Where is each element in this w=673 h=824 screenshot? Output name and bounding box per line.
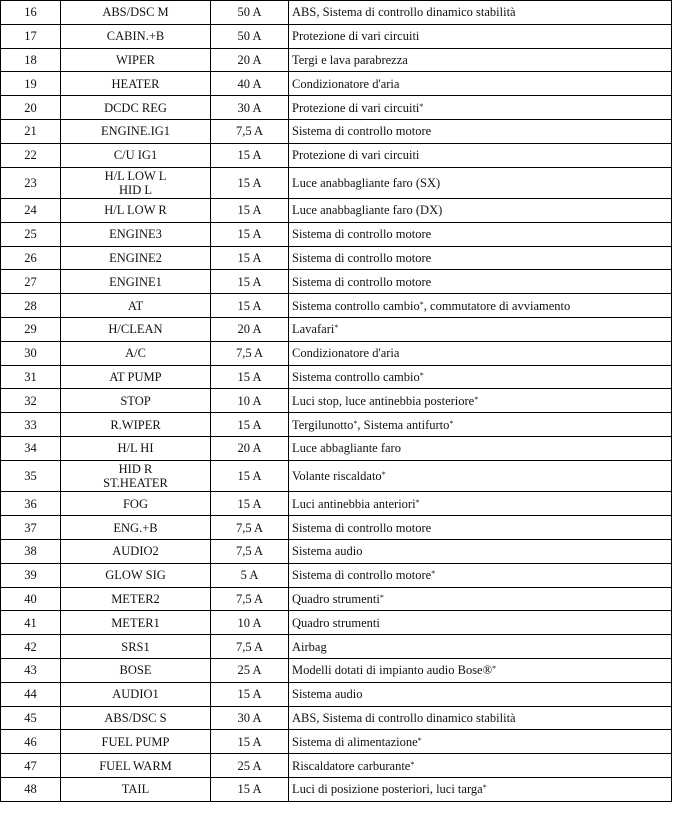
fuse-number-cell: 30: [1, 341, 61, 365]
table-row: [1, 246, 672, 270]
fuse-name-cell: CABIN.+B: [61, 24, 211, 48]
fuse-name-cell: BOSE: [61, 658, 211, 682]
fuse-name-cell: C/U IG1: [61, 143, 211, 167]
fuse-description-cell: Sistema di controllo motore*: [289, 563, 672, 587]
fuse-number-cell: 16: [1, 1, 61, 25]
fuse-description-cell: Riscaldatore carburante*: [289, 754, 672, 778]
fuse-number-cell: 23: [1, 167, 61, 199]
fuse-description-cell: Airbag: [289, 635, 672, 659]
fuse-amperage-cell: 7,5 A: [211, 539, 289, 563]
table-row: [1, 270, 672, 294]
fuse-amperage-cell: 15 A: [211, 365, 289, 389]
fuse-name-cell: ENG.+B: [61, 516, 211, 540]
table-row: [1, 318, 672, 342]
fuse-number-cell: 41: [1, 611, 61, 635]
fuse-description-cell: Protezione di vari circuiti: [289, 24, 672, 48]
fuse-number-cell: 43: [1, 658, 61, 682]
fuse-name-cell: ENGINE3: [61, 222, 211, 246]
fuse-description-cell: Sistema di controllo motore: [289, 119, 672, 143]
fuse-amperage-cell: 50 A: [211, 1, 289, 25]
fuse-description-cell: Sistema controllo cambio*: [289, 365, 672, 389]
fuse-number-cell: 21: [1, 119, 61, 143]
fuse-number-cell: 44: [1, 682, 61, 706]
fuse-amperage-cell: 7,5 A: [211, 341, 289, 365]
fuse-description-cell: Sistema audio: [289, 682, 672, 706]
fuse-name-cell: STOP: [61, 389, 211, 413]
fuse-amperage-cell: 50 A: [211, 24, 289, 48]
fuse-name-cell: H/L LOW L HID L: [61, 167, 211, 199]
fuse-description-cell: ABS, Sistema di controllo dinamico stabilità: [289, 706, 672, 730]
fuse-name-cell: A/C: [61, 341, 211, 365]
fuse-number-cell: 29: [1, 318, 61, 342]
table-row: [1, 48, 672, 72]
fuse-name-cell: TAIL: [61, 777, 211, 801]
table-row: [1, 563, 672, 587]
table-row: [1, 777, 672, 801]
fuse-amperage-cell: 30 A: [211, 706, 289, 730]
fuse-amperage-cell: 15 A: [211, 222, 289, 246]
fuse-amperage-cell: 25 A: [211, 658, 289, 682]
fuse-number-cell: 40: [1, 587, 61, 611]
fuse-number-cell: 36: [1, 492, 61, 516]
fuse-amperage-cell: 25 A: [211, 754, 289, 778]
fuse-amperage-cell: 15 A: [211, 167, 289, 199]
table-row: [1, 199, 672, 223]
table-row: [1, 96, 672, 120]
fuse-name-cell: ENGINE2: [61, 246, 211, 270]
fuse-name-cell: HID R ST.HEATER: [61, 460, 211, 492]
fuse-description-cell: Volante riscaldato*: [289, 460, 672, 492]
fuse-number-cell: 47: [1, 754, 61, 778]
fuse-name-cell: ABS/DSC M: [61, 1, 211, 25]
table-row: [1, 341, 672, 365]
fuse-amperage-cell: 10 A: [211, 389, 289, 413]
fuse-amperage-cell: 15 A: [211, 294, 289, 318]
fuse-name-cell: ENGINE1: [61, 270, 211, 294]
table-row: [1, 437, 672, 461]
fuse-number-cell: 26: [1, 246, 61, 270]
table-row: [1, 492, 672, 516]
fuse-amperage-cell: 15 A: [211, 682, 289, 706]
table-row: [1, 460, 672, 492]
fuse-description-cell: Tergilunotto*, Sistema antifurto*: [289, 413, 672, 437]
fuse-description-cell: Sistema di alimentazione*: [289, 730, 672, 754]
fuse-name-cell: H/CLEAN: [61, 318, 211, 342]
fuse-number-cell: 45: [1, 706, 61, 730]
fuse-description-cell: Sistema controllo cambio*, commutatore di avviamento: [289, 294, 672, 318]
table-row: [1, 143, 672, 167]
fuse-name-cell: AUDIO2: [61, 539, 211, 563]
fuse-number-cell: 33: [1, 413, 61, 437]
fuse-name-cell: METER1: [61, 611, 211, 635]
fuse-name-cell: FOG: [61, 492, 211, 516]
fuse-number-cell: 31: [1, 365, 61, 389]
fuse-amperage-cell: 7,5 A: [211, 587, 289, 611]
fuse-amperage-cell: 15 A: [211, 777, 289, 801]
fuse-description-cell: Protezione di vari circuiti: [289, 143, 672, 167]
fuse-amperage-cell: 7,5 A: [211, 119, 289, 143]
fuse-amperage-cell: 15 A: [211, 199, 289, 223]
fuse-amperage-cell: 20 A: [211, 48, 289, 72]
fuse-number-cell: 25: [1, 222, 61, 246]
fuse-description-cell: Sistema di controllo motore: [289, 516, 672, 540]
fuse-amperage-cell: 20 A: [211, 437, 289, 461]
fuse-description-cell: Sistema di controllo motore: [289, 222, 672, 246]
fuse-name-cell: AT PUMP: [61, 365, 211, 389]
fuse-amperage-cell: 15 A: [211, 270, 289, 294]
table-row: [1, 516, 672, 540]
fuse-number-cell: 32: [1, 389, 61, 413]
fuse-name-cell: H/L LOW R: [61, 199, 211, 223]
fuse-amperage-cell: 15 A: [211, 143, 289, 167]
fuse-name-cell: FUEL PUMP: [61, 730, 211, 754]
fuse-number-cell: 20: [1, 96, 61, 120]
table-row: [1, 730, 672, 754]
fuse-name-cell: R.WIPER: [61, 413, 211, 437]
table-row: [1, 587, 672, 611]
fuse-amperage-cell: 15 A: [211, 246, 289, 270]
fuse-name-cell: WIPER: [61, 48, 211, 72]
table-row: [1, 539, 672, 563]
fuse-description-cell: Modelli dotati di impianto audio Bose®*: [289, 658, 672, 682]
fuse-name-cell: FUEL WARM: [61, 754, 211, 778]
table-row: [1, 611, 672, 635]
table-row: [1, 413, 672, 437]
table-row: [1, 222, 672, 246]
fuse-number-cell: 38: [1, 539, 61, 563]
table-row: [1, 658, 672, 682]
fuse-number-cell: 48: [1, 777, 61, 801]
table-row: [1, 389, 672, 413]
fuse-description-cell: Quadro strumenti: [289, 611, 672, 635]
fuse-name-cell: AUDIO1: [61, 682, 211, 706]
table-row: [1, 682, 672, 706]
fuse-description-cell: Sistema audio: [289, 539, 672, 563]
fuse-amperage-cell: 15 A: [211, 730, 289, 754]
table-row: [1, 706, 672, 730]
fuse-amperage-cell: 15 A: [211, 492, 289, 516]
table-row: [1, 294, 672, 318]
fuse-number-cell: 27: [1, 270, 61, 294]
fuse-table-body: [1, 1, 672, 802]
fuse-number-cell: 22: [1, 143, 61, 167]
fuse-description-cell: Luci di posizione posteriori, luci targa*: [289, 777, 672, 801]
fuse-description-cell: Luce anabbagliante faro (SX): [289, 167, 672, 199]
fuse-amperage-cell: 5 A: [211, 563, 289, 587]
fuse-description-cell: Sistema di controllo motore: [289, 270, 672, 294]
fuse-amperage-cell: 15 A: [211, 413, 289, 437]
fuse-description-cell: Lavafari*: [289, 318, 672, 342]
table-row: [1, 72, 672, 96]
fuse-name-cell: AT: [61, 294, 211, 318]
fuse-description-cell: Condizionatore d'aria: [289, 72, 672, 96]
fuse-name-cell: ABS/DSC S: [61, 706, 211, 730]
fuse-description-cell: Luci stop, luce antinebbia posteriore*: [289, 389, 672, 413]
fuse-name-cell: GLOW SIG: [61, 563, 211, 587]
fuse-number-cell: 37: [1, 516, 61, 540]
fuse-amperage-cell: 7,5 A: [211, 516, 289, 540]
fuse-number-cell: 35: [1, 460, 61, 492]
fuse-name-cell: HEATER: [61, 72, 211, 96]
fuse-description-cell: ABS, Sistema di controllo dinamico stabilità: [289, 1, 672, 25]
table-row: [1, 1, 672, 25]
fuse-amperage-cell: 7,5 A: [211, 635, 289, 659]
fuse-number-cell: 17: [1, 24, 61, 48]
fuse-number-cell: 28: [1, 294, 61, 318]
fuse-description-cell: Protezione di vari circuiti*: [289, 96, 672, 120]
fuse-number-cell: 19: [1, 72, 61, 96]
fuse-description-cell: Luce abbagliante faro: [289, 437, 672, 461]
table-row: [1, 635, 672, 659]
fuse-number-cell: 34: [1, 437, 61, 461]
table-row: [1, 119, 672, 143]
fuse-name-cell: SRS1: [61, 635, 211, 659]
fuse-description-cell: Tergi e lava parabrezza: [289, 48, 672, 72]
fuse-description-cell: Quadro strumenti*: [289, 587, 672, 611]
fuse-name-cell: DCDC REG: [61, 96, 211, 120]
fuse-amperage-cell: 15 A: [211, 460, 289, 492]
fuse-number-cell: 24: [1, 199, 61, 223]
fuse-description-cell: Luci antinebbia anteriori*: [289, 492, 672, 516]
table-row: [1, 365, 672, 389]
fuse-name-cell: METER2: [61, 587, 211, 611]
fuse-number-cell: 42: [1, 635, 61, 659]
fuse-amperage-cell: 40 A: [211, 72, 289, 96]
table-row: [1, 754, 672, 778]
fuse-description-cell: Condizionatore d'aria: [289, 341, 672, 365]
fuse-number-cell: 46: [1, 730, 61, 754]
fuse-amperage-cell: 20 A: [211, 318, 289, 342]
fuse-name-cell: H/L HI: [61, 437, 211, 461]
fuse-number-cell: 18: [1, 48, 61, 72]
fuse-description-cell: Sistema di controllo motore: [289, 246, 672, 270]
fuse-amperage-cell: 10 A: [211, 611, 289, 635]
fuse-number-cell: 39: [1, 563, 61, 587]
table-row: [1, 167, 672, 199]
table-row: [1, 24, 672, 48]
fuse-name-cell: ENGINE.IG1: [61, 119, 211, 143]
fuse-description-cell: Luce anabbagliante faro (DX): [289, 199, 672, 223]
fuse-amperage-cell: 30 A: [211, 96, 289, 120]
